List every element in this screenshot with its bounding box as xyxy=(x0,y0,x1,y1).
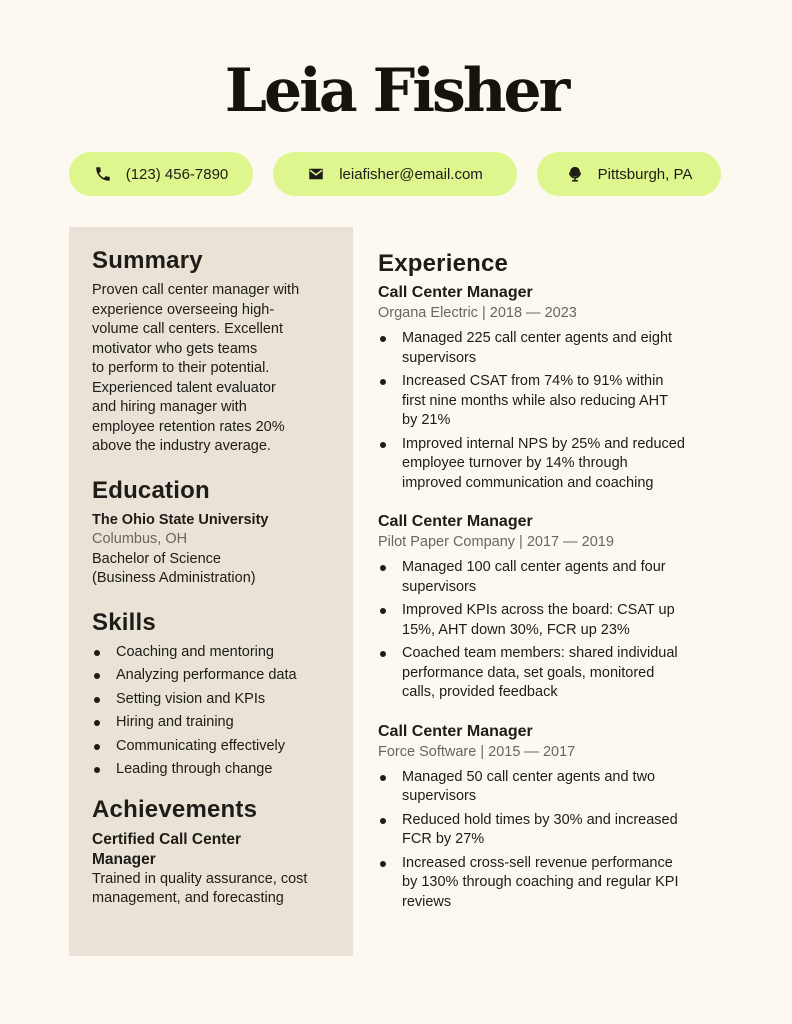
job-entry xyxy=(378,511,728,703)
job-bullet: Increased cross-sell revenue performance by 130% through coaching and regular KPI reviews xyxy=(378,854,728,913)
job-meta: Pilot Paper Company | 2017 — 2019 xyxy=(378,534,614,550)
location-pill xyxy=(537,152,721,196)
phone-text: (123) 456-7890 xyxy=(125,165,229,183)
job-bullet: Managed 100 call center agents and four supervisors xyxy=(378,558,728,597)
skill-item: Analyzing performance data xyxy=(92,666,335,686)
job-title: Call Center Manager xyxy=(378,284,533,301)
summary-text: Proven call center manager with experience overseeing high- volume call centers. Excellent motivator who gets teams to perform to their potential. Experienced talent evaluator and hiring manager with employee retention rates 20% above the industry average. xyxy=(92,282,300,454)
achievement-title: Certified Call Center Manager xyxy=(92,830,242,868)
email-icon xyxy=(307,165,325,183)
degree: Bachelor of Science (Business Administration) xyxy=(92,550,256,586)
job-meta: Organa Electric | 2018 — 2023 xyxy=(378,305,577,321)
school-location: Columbus, OH xyxy=(92,531,188,547)
email-pill xyxy=(273,152,517,196)
education-section xyxy=(92,477,335,589)
job-bullet: Improved KPIs across the board: CSAT up 15%, AHT down 30%, FCR up 23% xyxy=(378,601,728,640)
skill-item: Leading through change xyxy=(92,760,335,780)
job-bullet: Coached team members: shared individual performance data, set goals, monitored calls, provided feedback xyxy=(378,644,728,703)
education-heading: Education xyxy=(92,476,210,504)
skill-item: Hiring and training xyxy=(92,713,335,733)
school-name: The Ohio State University xyxy=(92,511,269,528)
location-text: Pittsburgh, PA xyxy=(597,165,693,183)
job-bullet: Managed 50 call center agents and two supervisors xyxy=(378,768,728,807)
skills-heading: Skills xyxy=(92,608,156,636)
email-text: leiafisher@email.com xyxy=(339,165,483,183)
job-entry xyxy=(378,282,728,493)
job-meta: Force Software | 2015 — 2017 xyxy=(378,743,576,760)
phone-icon xyxy=(94,165,112,183)
achievement-text: Trained in quality assurance, cost management, and forecasting xyxy=(92,870,308,906)
achievements-heading: Achievements xyxy=(92,795,258,823)
skill-item: Coaching and mentoring xyxy=(92,643,335,663)
job-entry xyxy=(378,721,728,913)
job-title: Call Center Manager xyxy=(378,513,533,530)
achievements-section xyxy=(92,796,335,909)
skill-item: Setting vision and KPIs xyxy=(92,690,335,710)
summary-section xyxy=(92,247,335,457)
sidebar xyxy=(69,227,353,956)
summary-heading: Summary xyxy=(92,247,203,274)
candidate-name: Leia Fisher xyxy=(224,56,568,126)
experience-section xyxy=(378,250,728,930)
job-title: Call Center Manager xyxy=(378,722,533,740)
phone-pill xyxy=(69,152,253,196)
globe-icon xyxy=(566,165,584,183)
skills-section xyxy=(92,609,335,780)
job-bullet: Increased CSAT from 74% to 91% within first nine months while also reducing AHT by 21% xyxy=(378,372,728,431)
job-bullet: Reduced hold times by 30% and increased FCR by 27% xyxy=(378,811,728,850)
job-bullet: Improved internal NPS by 25% and reduced employee turnover by 14% through improved communication and coaching xyxy=(378,435,728,494)
job-bullet: Managed 225 call center agents and eight supervisors xyxy=(378,329,728,368)
skill-item: Communicating effectively xyxy=(92,737,335,757)
experience-heading: Experience xyxy=(378,250,509,277)
